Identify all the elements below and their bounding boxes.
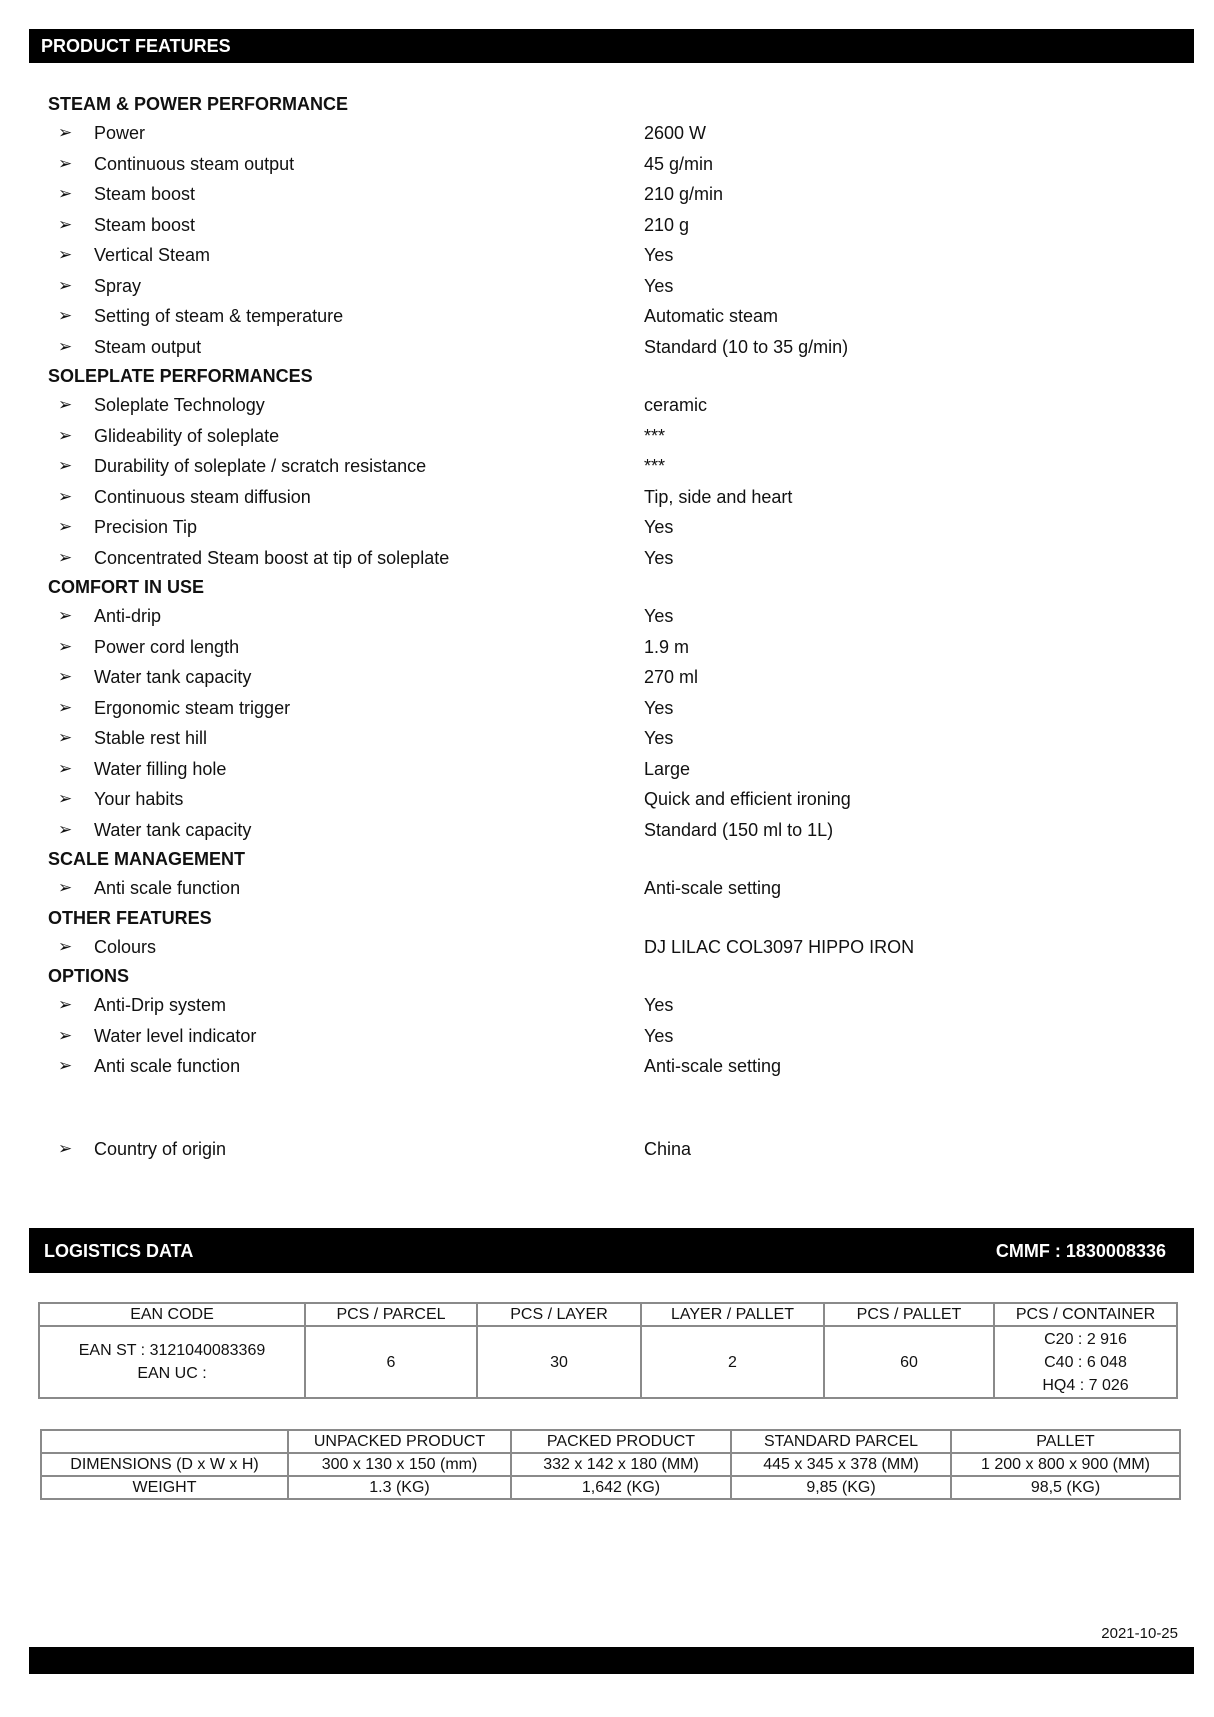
feature-value: ceramic — [644, 395, 708, 415]
feature-value: Standard (150 ml to 1L) — [644, 819, 834, 840]
feature-label: Power cord length — [94, 636, 240, 657]
feature-row — [0, 544, 1214, 572]
cmmf-code: CMMF : 1830008336 — [995, 1241, 1166, 1261]
section-heading: STEAM & POWER PERFORMANCE — [48, 94, 349, 114]
arrow-bullet-icon: ➢ — [58, 728, 73, 747]
feature-row — [0, 755, 1214, 783]
arrow-bullet-icon: ➢ — [58, 184, 73, 203]
feature-value: Yes — [644, 697, 674, 718]
dimensions-row — [41, 1453, 1180, 1476]
feature-value: Yes — [644, 606, 674, 626]
feature-label: Water tank capacity — [94, 667, 252, 687]
container-hq4: HQ4 : 7 026 — [1042, 1376, 1129, 1394]
arrow-bullet-icon: ➢ — [58, 245, 73, 264]
header-blank — [41, 1430, 288, 1453]
layer-pallet-value: 2 — [641, 1326, 824, 1398]
logistics-header — [29, 1228, 1194, 1273]
feature-value: Yes — [644, 547, 674, 568]
feature-row — [0, 991, 1214, 1019]
arrow-bullet-icon: ➢ — [58, 936, 73, 956]
feature-label: Your habits — [94, 789, 184, 809]
packaging-table-header-row — [39, 1303, 1177, 1326]
feature-value: China — [644, 1138, 692, 1159]
feature-value: Tip, side and heart — [644, 486, 793, 507]
header-pallet: PALLET — [951, 1430, 1180, 1453]
feature-value: Anti-scale setting — [644, 878, 782, 898]
header-pcs-layer: PCS / LAYER — [477, 1303, 641, 1326]
arrow-bullet-icon: ➢ — [58, 123, 73, 142]
feature-value: Yes — [644, 517, 674, 537]
feature-row — [0, 724, 1214, 752]
arrow-bullet-icon: ➢ — [58, 995, 73, 1014]
arrow-bullet-icon: ➢ — [58, 456, 73, 475]
footer-bar — [29, 1647, 1194, 1674]
feature-value: Anti-scale setting — [644, 1056, 782, 1076]
arrow-bullet-icon: ➢ — [58, 1056, 73, 1075]
arrow-bullet-icon: ➢ — [58, 153, 73, 173]
feature-label: Continuous steam output — [94, 153, 295, 174]
feature-value: Yes — [644, 275, 674, 296]
arrow-bullet-icon: ➢ — [58, 395, 73, 414]
arrow-bullet-icon: ➢ — [58, 789, 73, 808]
feature-label: Steam boost — [94, 214, 196, 235]
dimensions-label: DIMENSIONS (D x W x H) — [41, 1453, 288, 1476]
feature-row — [0, 663, 1214, 691]
feature-value: 45 g/min — [644, 153, 714, 174]
feature-label: Spray — [94, 275, 142, 296]
feature-row — [0, 391, 1214, 419]
dimensions-pallet: 1 200 x 800 x 900 (MM) — [951, 1453, 1180, 1476]
feature-row — [0, 1022, 1214, 1050]
dimensions-unpacked: 300 x 130 x 150 (mm) — [288, 1453, 511, 1476]
feature-row — [0, 302, 1214, 330]
weight-row — [41, 1476, 1180, 1499]
header-layer-pallet: LAYER / PALLET — [641, 1303, 824, 1326]
feature-label: Colours — [94, 936, 157, 957]
feature-row — [0, 933, 1214, 961]
header-standard-parcel: STANDARD PARCEL — [731, 1430, 951, 1453]
section-heading: SOLEPLATE PERFORMANCES — [48, 366, 313, 386]
header-packed-product: PACKED PRODUCT — [511, 1430, 731, 1453]
feature-value: Yes — [644, 245, 674, 265]
feature-label: Glideability of soleplate — [94, 425, 280, 446]
arrow-bullet-icon: ➢ — [58, 517, 73, 536]
arrow-bullet-icon: ➢ — [58, 758, 73, 778]
packaging-table-row — [39, 1326, 1177, 1398]
feature-label: Steam boost — [94, 184, 196, 204]
feature-row — [0, 1052, 1214, 1080]
logistics-title: LOGISTICS DATA — [44, 1241, 194, 1261]
feature-value: Quick and efficient ironing — [644, 789, 851, 809]
ean-cell — [39, 1326, 305, 1398]
feature-value: Large — [644, 758, 691, 779]
arrow-bullet-icon: ➢ — [58, 667, 73, 686]
feature-label: Country of origin — [94, 1138, 227, 1159]
packaging-table — [38, 1302, 1178, 1399]
feature-row — [0, 422, 1214, 450]
pcs-pallet-value: 60 — [824, 1326, 994, 1398]
feature-value: Yes — [644, 995, 674, 1015]
feature-row — [0, 785, 1214, 813]
ean-st: EAN ST : 3121040083369 — [78, 1342, 266, 1359]
feature-label: Soleplate Technology — [94, 395, 265, 415]
feature-value: Yes — [644, 728, 674, 748]
feature-label: Anti-Drip system — [94, 995, 227, 1015]
feature-value: *** — [644, 456, 666, 476]
weight-packed: 1,642 (KG) — [511, 1476, 731, 1499]
arrow-bullet-icon: ➢ — [58, 486, 73, 506]
feature-label: Water filling hole — [94, 758, 227, 779]
feature-value: 1.9 m — [644, 636, 690, 657]
product-features-title: PRODUCT FEATURES — [41, 36, 231, 56]
arrow-bullet-icon: ➢ — [58, 697, 73, 717]
document-date: 2021-10-25 — [1101, 1625, 1178, 1642]
feature-label: Continuous steam diffusion — [94, 486, 311, 507]
feature-row — [0, 180, 1214, 208]
feature-label: Durability of soleplate / scratch resistance — [94, 456, 427, 476]
feature-value: 210 g — [644, 214, 690, 235]
feature-row — [0, 333, 1214, 361]
arrow-bullet-icon: ➢ — [58, 306, 73, 325]
feature-value: Yes — [644, 1025, 674, 1046]
arrow-bullet-icon: ➢ — [58, 878, 73, 897]
feature-value: 2600 W — [644, 123, 707, 143]
arrow-bullet-icon: ➢ — [58, 819, 73, 839]
feature-label: Steam output — [94, 336, 202, 357]
dimensions-parcel: 445 x 345 x 378 (MM) — [731, 1453, 951, 1476]
header-ean-code: EAN CODE — [39, 1303, 305, 1326]
dimensions-packed: 332 x 142 x 180 (MM) — [511, 1453, 731, 1476]
feature-label: Anti scale function — [94, 1056, 241, 1076]
feature-row — [0, 241, 1214, 269]
pcs-layer-value: 30 — [477, 1326, 641, 1398]
feature-row — [0, 816, 1214, 844]
header-unpacked-product: UNPACKED PRODUCT — [288, 1430, 511, 1453]
container-c40: C40 : 6 048 — [1044, 1353, 1127, 1371]
feature-label: Anti scale function — [94, 878, 241, 898]
section-heading: OTHER FEATURES — [48, 907, 212, 928]
arrow-bullet-icon: ➢ — [58, 425, 73, 445]
feature-row — [0, 602, 1214, 630]
feature-value: 270 ml — [644, 667, 699, 687]
arrow-bullet-icon: ➢ — [58, 214, 73, 234]
product-features-header — [29, 29, 1194, 63]
feature-value: Standard (10 to 35 g/min) — [644, 336, 849, 357]
weight-label: WEIGHT — [41, 1476, 288, 1499]
feature-label: Power — [94, 123, 146, 143]
arrow-bullet-icon: ➢ — [58, 1138, 73, 1158]
dimensions-table — [40, 1429, 1181, 1500]
weight-parcel: 9,85 (KG) — [731, 1476, 951, 1499]
header-pcs-parcel: PCS / PARCEL — [305, 1303, 477, 1326]
feature-label: Water level indicator — [94, 1025, 257, 1046]
feature-row — [0, 1135, 1214, 1163]
feature-label: Anti-drip — [94, 606, 162, 626]
feature-row — [0, 119, 1214, 147]
pcs-parcel-value: 6 — [305, 1326, 477, 1398]
feature-label: Precision Tip — [94, 517, 198, 537]
header-pcs-pallet: PCS / PALLET — [824, 1303, 994, 1326]
feature-value: DJ LILAC COL3097 HIPPO IRON — [644, 936, 915, 957]
feature-row — [0, 513, 1214, 541]
feature-row — [0, 483, 1214, 511]
feature-label: Setting of steam & temperature — [94, 306, 344, 326]
weight-pallet: 98,5 (KG) — [951, 1476, 1180, 1499]
arrow-bullet-icon: ➢ — [58, 636, 73, 656]
dimensions-table-header-row — [41, 1430, 1180, 1453]
feature-row — [0, 452, 1214, 480]
arrow-bullet-icon: ➢ — [58, 606, 73, 625]
feature-row — [0, 272, 1214, 300]
feature-value: Automatic steam — [644, 306, 779, 326]
section-heading: COMFORT IN USE — [48, 577, 204, 597]
feature-label: Ergonomic steam trigger — [94, 697, 291, 718]
arrow-bullet-icon: ➢ — [58, 336, 73, 356]
feature-row — [0, 211, 1214, 239]
arrow-bullet-icon: ➢ — [58, 275, 73, 295]
section-heading: OPTIONS — [48, 966, 130, 986]
feature-label: Water tank capacity — [94, 819, 252, 840]
header-pcs-container: PCS / CONTAINER — [994, 1303, 1177, 1326]
container-c20: C20 : 2 916 — [1044, 1330, 1127, 1348]
feature-row — [0, 874, 1214, 902]
ean-uc: EAN UC : — [137, 1365, 207, 1382]
weight-unpacked: 1.3 (KG) — [288, 1476, 511, 1499]
arrow-bullet-icon: ➢ — [58, 1025, 73, 1045]
feature-row — [0, 633, 1214, 661]
feature-label: Concentrated Steam boost at tip of soleplate — [94, 547, 450, 568]
feature-label: Vertical Steam — [94, 245, 211, 265]
feature-value: *** — [644, 425, 666, 446]
feature-value: 210 g/min — [644, 184, 724, 204]
section-heading: SCALE MANAGEMENT — [48, 849, 245, 869]
feature-label: Stable rest hill — [94, 728, 208, 748]
pcs-container-cell — [994, 1326, 1177, 1398]
feature-row — [0, 150, 1214, 178]
arrow-bullet-icon: ➢ — [58, 547, 73, 567]
feature-row — [0, 694, 1214, 722]
